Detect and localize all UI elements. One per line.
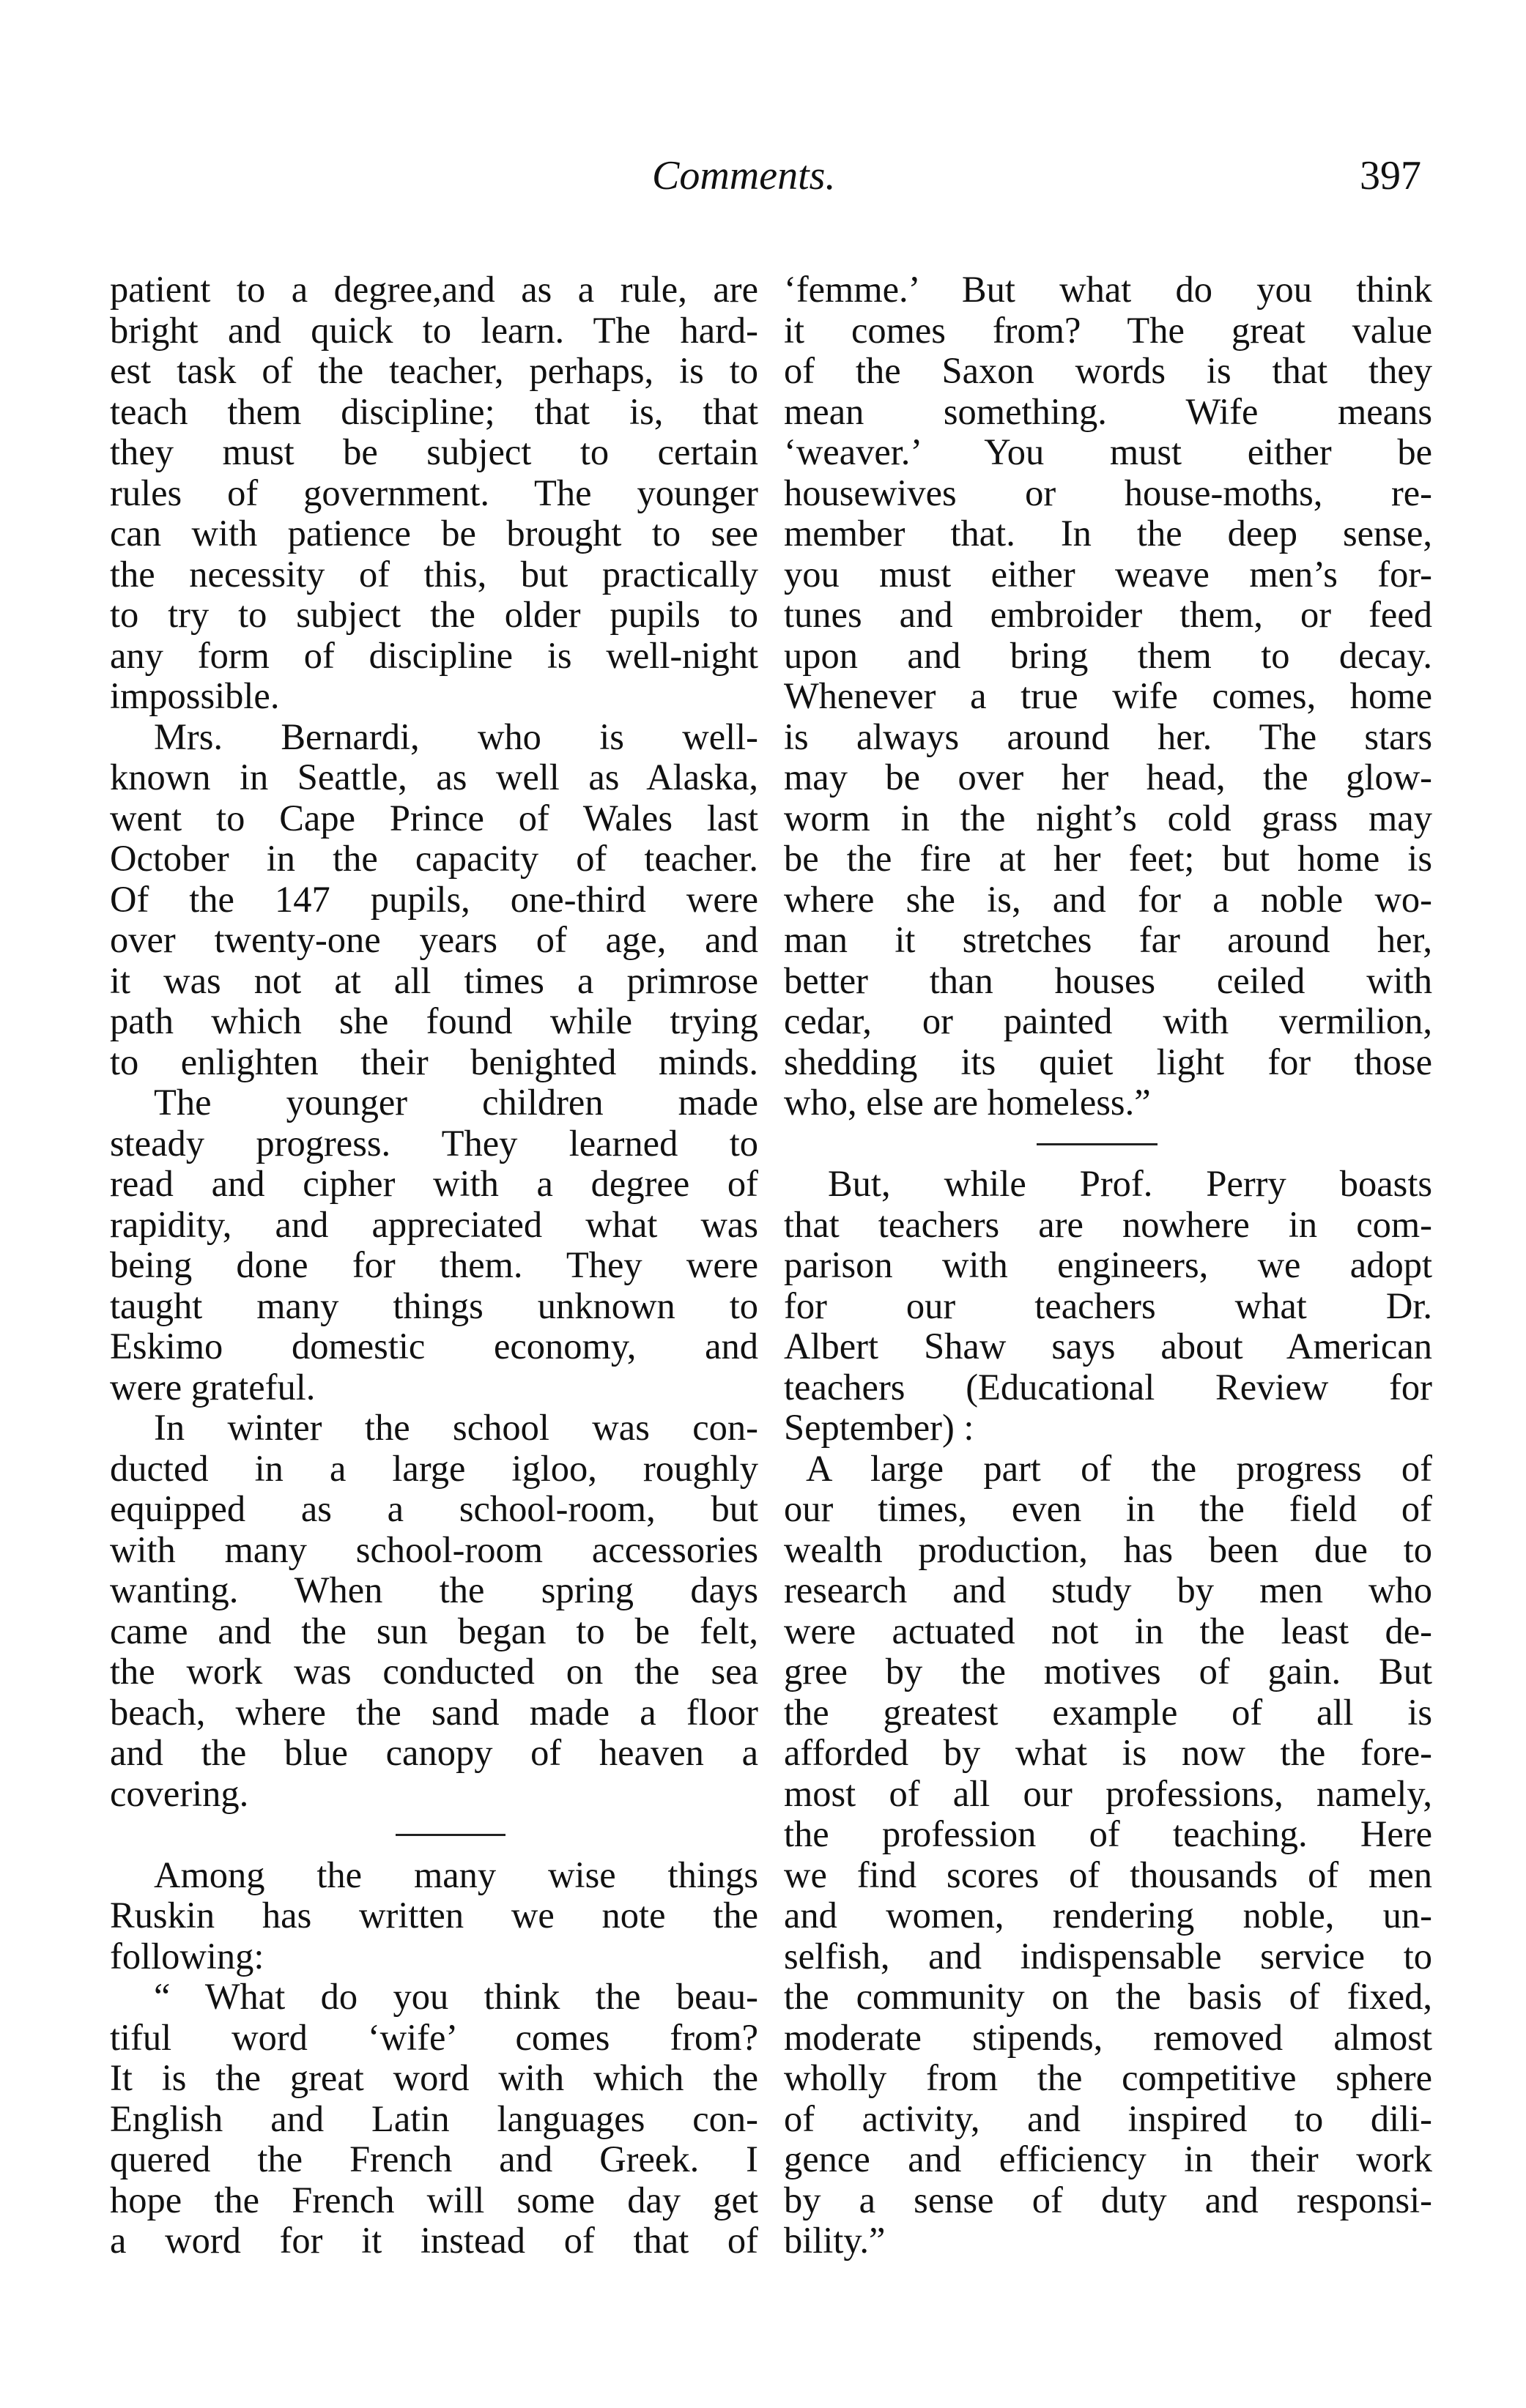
page-header	[110, 143, 1421, 209]
text-line: The younger children made	[154, 1082, 758, 1123]
text-line: and the blue canopy of heaven a	[110, 1732, 758, 1773]
text-line: shedding its quiet light for those	[784, 1041, 1432, 1082]
text-line: rules of government. The younger	[110, 472, 758, 513]
text-line: ducted in a large igloo, roughly	[110, 1447, 758, 1489]
divider-rule	[1037, 1143, 1158, 1145]
text-line: research and study by men who	[784, 1569, 1432, 1610]
text-line: A large part of the progress of	[806, 1447, 1432, 1489]
section-divider	[784, 1123, 1432, 1164]
text-line: equipped as a school-room, but	[110, 1488, 758, 1529]
text-line: Whenever a true wife comes, home	[784, 675, 1432, 716]
text-line: is always around her. The stars	[784, 716, 1432, 757]
text-line: following:	[110, 1935, 264, 1977]
text-line: Albert Shaw says about American	[784, 1326, 1432, 1367]
text-line: Mrs. Bernardi, who is well-	[154, 716, 758, 757]
text-line: est task of the teacher, perhaps, is to	[110, 350, 758, 391]
text-line: it was not at all times a primrose	[110, 959, 758, 1001]
text-line: we find scores of thousands of men	[784, 1854, 1432, 1895]
left-column	[110, 270, 758, 2262]
text-line: hope the French will some day get	[110, 2179, 758, 2221]
text-line: tiful word ‘wife’ comes from?	[110, 2016, 758, 2058]
text-line: quered the French and Greek. I	[110, 2138, 758, 2180]
text-line: impossible.	[110, 675, 280, 716]
running-title: Comments.	[652, 153, 836, 198]
text-line: steady progress. They learned to	[110, 1122, 758, 1164]
text-line: covering.	[110, 1772, 249, 1814]
text-line: beach, where the sand made a floor	[110, 1691, 758, 1733]
text-line: were grateful.	[110, 1366, 316, 1408]
text-line: the greatest example of all is	[784, 1691, 1432, 1733]
text-line: by a sense of duty and responsi-	[784, 2179, 1432, 2221]
text-line: most of all our professions, namely,	[784, 1772, 1432, 1814]
text-line: were actuated not in the least de-	[784, 1610, 1432, 1651]
text-line: cedar, or painted with vermilion,	[784, 1000, 1432, 1041]
text-line: English and Latin languages con-	[110, 2097, 758, 2139]
text-line: worm in the night’s cold grass may	[784, 797, 1432, 839]
text-line: It is the great word with which the	[110, 2057, 758, 2098]
text-line: of activity, and inspired to dili-	[784, 2097, 1432, 2139]
text-line: teach them discipline; that is, that	[110, 390, 758, 432]
text-line: the profession of teaching. Here	[784, 1813, 1432, 1854]
text-line: with many school-room accessories	[110, 1528, 758, 1570]
text-line: to try to subject the older pupils to	[110, 594, 758, 635]
text-line: But, while Prof. Perry boasts	[828, 1163, 1432, 1204]
text-line: member that. In the deep sense,	[784, 513, 1432, 554]
text-line: bility.”	[784, 2220, 886, 2261]
text-line: went to Cape Prince of Wales last	[110, 797, 758, 839]
text-line: wanting. When the spring days	[110, 1569, 758, 1610]
text-line: where she is, and for a noble wo-	[784, 878, 1432, 920]
text-line: upon and bring them to decay.	[784, 634, 1432, 676]
right-column	[784, 270, 1432, 2262]
text-line: who, else are homeless.”	[784, 1082, 1151, 1123]
text-line: teachers (Educational Review for	[784, 1366, 1432, 1408]
text-line: October in the capacity of teacher.	[110, 838, 758, 879]
text-line: moderate stipends, removed almost	[784, 2016, 1432, 2058]
section-divider	[110, 1814, 758, 1855]
text-line: Ruskin has written we note the	[110, 1895, 758, 1936]
text-line: may be over her head, the glow-	[784, 757, 1432, 798]
text-line: our times, even in the field of	[784, 1488, 1432, 1529]
page-number: 397	[1360, 153, 1421, 198]
text-line: September) :	[784, 1407, 974, 1448]
text-line: rapidity, and appreciated what was	[110, 1203, 758, 1245]
text-line: taught many things unknown to	[110, 1285, 758, 1326]
text-line: mean something. Wife means	[784, 390, 1432, 432]
text-line: selfish, and indispensable service to	[784, 1935, 1432, 1977]
text-line: path which she found while trying	[110, 1000, 758, 1041]
text-line: to enlighten their benighted minds.	[110, 1041, 758, 1082]
text-line: of the Saxon words is that they	[784, 350, 1432, 391]
text-line: ‘femme.’ But what do you think	[784, 269, 1432, 310]
text-line: afforded by what is now the fore-	[784, 1732, 1432, 1773]
text-line: better than houses ceiled with	[784, 959, 1432, 1001]
text-line: and women, rendering noble, un-	[784, 1895, 1432, 1936]
text-line: any form of discipline is well-night	[110, 634, 758, 676]
text-line: a word for it instead of that of	[110, 2220, 758, 2261]
text-line: Of the 147 pupils, one-third were	[110, 878, 758, 920]
text-line: housewives or house-moths, re-	[784, 472, 1432, 513]
text-line: Eskimo domestic economy, and	[110, 1326, 758, 1367]
text-line: gree by the motives of gain. But	[784, 1651, 1432, 1692]
text-line: for our teachers what Dr.	[784, 1285, 1432, 1326]
text-line: the necessity of this, but practically	[110, 553, 758, 595]
text-line: known in Seattle, as well as Alaska,	[110, 757, 758, 798]
text-line: gence and efficiency in their work	[784, 2138, 1432, 2180]
text-line: “ What do you think the beau-	[154, 1976, 758, 2017]
text-line: can with patience be brought to see	[110, 513, 758, 554]
text-line: parison with engineers, we adopt	[784, 1244, 1432, 1285]
text-line: patient to a degree,and as a rule, are	[110, 269, 758, 310]
text-line: being done for them. They were	[110, 1244, 758, 1285]
text-line: that teachers are nowhere in com-	[784, 1203, 1432, 1245]
text-line: over twenty-one years of age, and	[110, 919, 758, 960]
text-line: wholly from the competitive sphere	[784, 2057, 1432, 2098]
text-line: man it stretches far around her,	[784, 919, 1432, 960]
text-line: bright and quick to learn. The hard-	[110, 309, 758, 351]
text-line: you must either weave men’s for-	[784, 553, 1432, 595]
text-line: wealth production, has been due to	[784, 1528, 1432, 1570]
text-line: Among the many wise things	[154, 1854, 758, 1895]
text-line: In winter the school was con-	[154, 1407, 758, 1448]
text-line: tunes and embroider them, or feed	[784, 594, 1432, 635]
text-line: came and the sun began to be felt,	[110, 1610, 758, 1651]
text-line: be the fire at her feet; but home is	[784, 838, 1432, 879]
text-line: ‘weaver.’ You must either be	[784, 431, 1432, 472]
divider-rule	[396, 1834, 505, 1836]
text-line: the community on the basis of fixed,	[784, 1976, 1432, 2017]
text-line: the work was conducted on the sea	[110, 1651, 758, 1692]
text-line: it comes from? The great value	[784, 309, 1432, 351]
text-line: they must be subject to certain	[110, 431, 758, 472]
text-line: read and cipher with a degree of	[110, 1163, 758, 1204]
